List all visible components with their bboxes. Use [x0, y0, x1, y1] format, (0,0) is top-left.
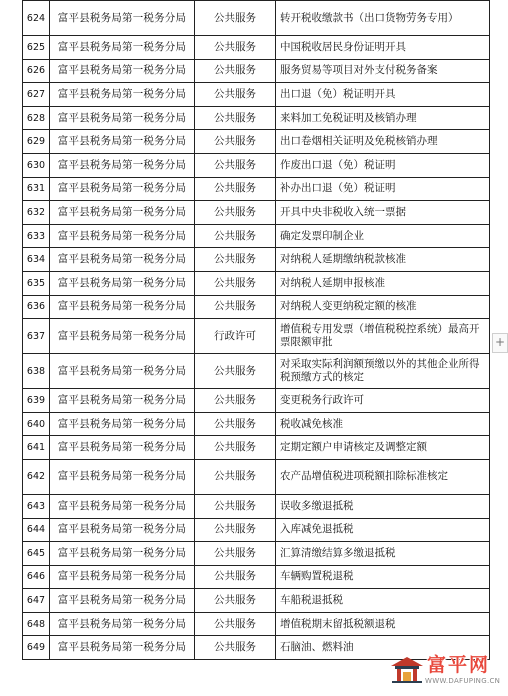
row-number: 635 [23, 271, 50, 295]
category-cell: 行政许可 [195, 319, 276, 354]
category-cell: 公共服务 [195, 201, 276, 225]
table-row [23, 389, 490, 413]
item-cell: 对纳税人变更纳税定额的核准 [276, 295, 490, 319]
item-cell: 汇算清缴结算多缴退抵税 [276, 542, 490, 566]
plus-icon: + [494, 335, 506, 349]
org-cell: 富平县税务局第一税务分局 [50, 494, 195, 518]
category-cell: 公共服务 [195, 412, 276, 436]
row-number: 626 [23, 59, 50, 83]
table-row [23, 271, 490, 295]
item-cell: 转开税收缴款书（出口货物劳务专用） [276, 1, 490, 36]
category-cell: 公共服务 [195, 354, 276, 389]
table-row [23, 459, 490, 494]
table-row [23, 106, 490, 130]
table-body [23, 1, 490, 660]
table-row [23, 1, 490, 36]
row-number: 648 [23, 612, 50, 636]
table-row [23, 130, 490, 154]
table-row [23, 565, 490, 589]
category-cell: 公共服务 [195, 459, 276, 494]
row-number: 636 [23, 295, 50, 319]
category-cell: 公共服务 [195, 153, 276, 177]
item-cell: 石脑油、燃料油 [276, 636, 490, 660]
org-cell: 富平县税务局第一税务分局 [50, 459, 195, 494]
table-row [23, 59, 490, 83]
row-number: 640 [23, 412, 50, 436]
org-cell: 富平县税务局第一税务分局 [50, 612, 195, 636]
row-number: 641 [23, 436, 50, 460]
table-row [23, 177, 490, 201]
row-number: 631 [23, 177, 50, 201]
item-cell: 补办出口退（免）税证明 [276, 177, 490, 201]
category-cell: 公共服务 [195, 106, 276, 130]
row-number: 629 [23, 130, 50, 154]
table-row [23, 224, 490, 248]
row-number: 647 [23, 589, 50, 613]
table-row [23, 153, 490, 177]
org-cell: 富平县税务局第一税务分局 [50, 636, 195, 660]
item-cell: 对纳税人延期申报核准 [276, 271, 490, 295]
row-number: 643 [23, 494, 50, 518]
item-cell: 税收减免核准 [276, 412, 490, 436]
item-cell: 作废出口退（免）税证明 [276, 153, 490, 177]
watermark-title: 富平网 [427, 654, 491, 676]
category-cell: 公共服务 [195, 1, 276, 36]
org-cell: 富平县税务局第一税务分局 [50, 83, 195, 107]
org-cell: 富平县税务局第一税务分局 [50, 389, 195, 413]
gate-logo-icon [389, 654, 425, 684]
table-row [23, 518, 490, 542]
table-row [23, 248, 490, 272]
item-cell: 定期定额户申请核定及调整定额 [276, 436, 490, 460]
table-row [23, 436, 490, 460]
row-number: 644 [23, 518, 50, 542]
category-cell: 公共服务 [195, 589, 276, 613]
row-number: 624 [23, 1, 50, 36]
org-cell: 富平县税务局第一税务分局 [50, 248, 195, 272]
watermark-url: WWW.DAFUPING.CN [425, 677, 501, 685]
category-cell: 公共服务 [195, 59, 276, 83]
item-cell: 变更税务行政许可 [276, 389, 490, 413]
org-cell: 富平县税务局第一税务分局 [50, 177, 195, 201]
org-cell: 富平县税务局第一税务分局 [50, 295, 195, 319]
category-cell: 公共服务 [195, 177, 276, 201]
category-cell: 公共服务 [195, 636, 276, 660]
item-cell: 来料加工免税证明及核销办理 [276, 106, 490, 130]
category-cell: 公共服务 [195, 436, 276, 460]
row-number: 625 [23, 36, 50, 60]
table-row [23, 412, 490, 436]
row-number: 630 [23, 153, 50, 177]
org-cell: 富平县税务局第一税务分局 [50, 436, 195, 460]
org-cell: 富平县税务局第一税务分局 [50, 130, 195, 154]
org-cell: 富平县税务局第一税务分局 [50, 106, 195, 130]
org-cell: 富平县税务局第一税务分局 [50, 319, 195, 354]
item-cell: 出口退（免）税证明开具 [276, 83, 490, 107]
table-row [23, 319, 490, 354]
row-number: 646 [23, 565, 50, 589]
category-cell: 公共服务 [195, 542, 276, 566]
table-row [23, 354, 490, 389]
item-cell: 入库减免退抵税 [276, 518, 490, 542]
table-row [23, 295, 490, 319]
service-items-table [22, 0, 490, 660]
site-watermark [385, 650, 505, 694]
row-number: 627 [23, 83, 50, 107]
org-cell: 富平县税务局第一税务分局 [50, 1, 195, 36]
row-number: 645 [23, 542, 50, 566]
item-cell: 车船税退抵税 [276, 589, 490, 613]
category-cell: 公共服务 [195, 36, 276, 60]
row-number: 642 [23, 459, 50, 494]
category-cell: 公共服务 [195, 389, 276, 413]
row-number: 637 [23, 319, 50, 354]
category-cell: 公共服务 [195, 518, 276, 542]
org-cell: 富平县税务局第一税务分局 [50, 271, 195, 295]
row-number: 634 [23, 248, 50, 272]
org-cell: 富平县税务局第一税务分局 [50, 542, 195, 566]
table-row [23, 612, 490, 636]
row-number: 639 [23, 389, 50, 413]
org-cell: 富平县税务局第一税务分局 [50, 36, 195, 60]
category-cell: 公共服务 [195, 612, 276, 636]
org-cell: 富平县税务局第一税务分局 [50, 153, 195, 177]
category-cell: 公共服务 [195, 494, 276, 518]
category-cell: 公共服务 [195, 224, 276, 248]
category-cell: 公共服务 [195, 130, 276, 154]
category-cell: 公共服务 [195, 565, 276, 589]
item-cell: 对纳税人延期缴纳税款核准 [276, 248, 490, 272]
item-cell: 农产品增值税进项税额扣除标准核定 [276, 459, 490, 494]
item-cell: 开具中央非税收入统一票据 [276, 201, 490, 225]
item-cell: 增值税专用发票（增值税税控系统）最高开票限额审批 [276, 319, 490, 354]
item-cell: 增值税期末留抵税额退税 [276, 612, 490, 636]
row-number: 632 [23, 201, 50, 225]
category-cell: 公共服务 [195, 83, 276, 107]
org-cell: 富平县税务局第一税务分局 [50, 354, 195, 389]
table-row [23, 589, 490, 613]
org-cell: 富平县税务局第一税务分局 [50, 201, 195, 225]
item-cell: 误收多缴退抵税 [276, 494, 490, 518]
item-cell: 中国税收居民身份证明开具 [276, 36, 490, 60]
table-row [23, 542, 490, 566]
row-number: 628 [23, 106, 50, 130]
row-number: 649 [23, 636, 50, 660]
item-cell: 对采取实际利润额预缴以外的其他企业所得税预缴方式的核定 [276, 354, 490, 389]
org-cell: 富平县税务局第一税务分局 [50, 565, 195, 589]
item-cell: 服务贸易等项目对外支付税务备案 [276, 59, 490, 83]
org-cell: 富平县税务局第一税务分局 [50, 224, 195, 248]
row-number: 633 [23, 224, 50, 248]
table-row [23, 83, 490, 107]
org-cell: 富平县税务局第一税务分局 [50, 59, 195, 83]
item-cell: 车辆购置税退税 [276, 565, 490, 589]
org-cell: 富平县税务局第一税务分局 [50, 412, 195, 436]
item-cell: 确定发票印制企业 [276, 224, 490, 248]
table-row [23, 36, 490, 60]
table-row [23, 494, 490, 518]
org-cell: 富平县税务局第一税务分局 [50, 589, 195, 613]
org-cell: 富平县税务局第一税务分局 [50, 518, 195, 542]
category-cell: 公共服务 [195, 295, 276, 319]
row-number: 638 [23, 354, 50, 389]
category-cell: 公共服务 [195, 248, 276, 272]
item-cell: 出口卷烟相关证明及免税核销办理 [276, 130, 490, 154]
table-row [23, 201, 490, 225]
add-button[interactable] [492, 333, 508, 353]
category-cell: 公共服务 [195, 271, 276, 295]
